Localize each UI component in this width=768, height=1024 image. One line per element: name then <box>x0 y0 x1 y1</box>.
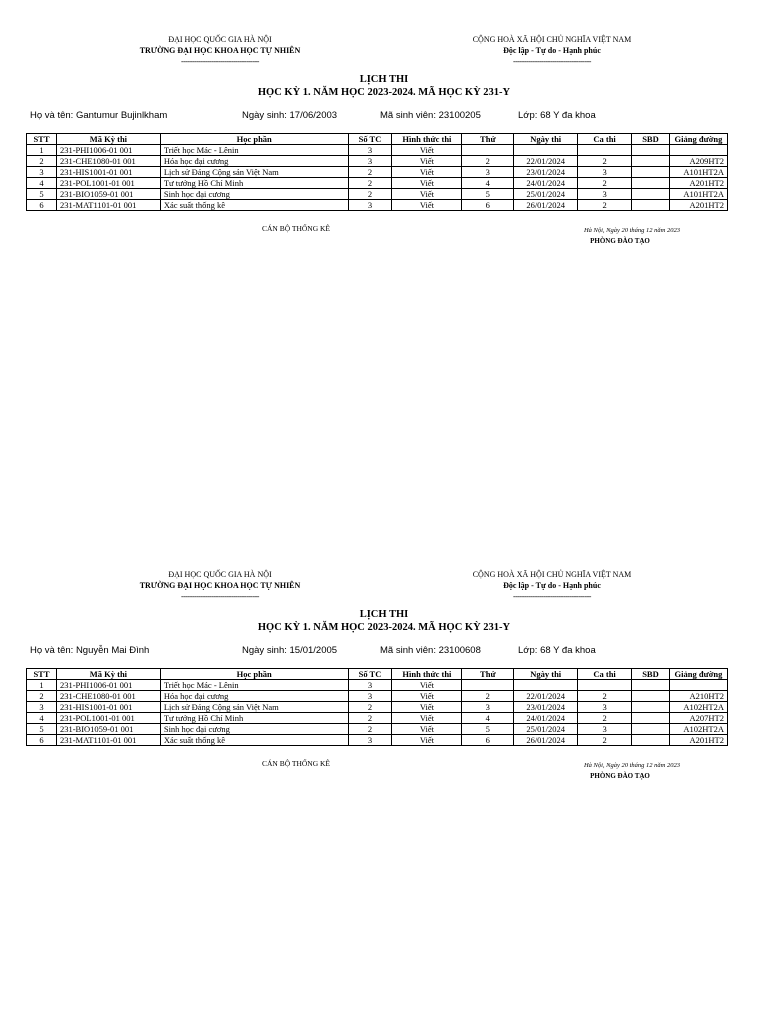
cell-course: Xác suất thống kê <box>160 200 348 211</box>
cell-shift: 3 <box>578 724 632 735</box>
col-room: Giảng đường <box>669 669 727 680</box>
exam-table <box>26 668 728 746</box>
org-header <box>120 569 320 602</box>
col-exam-form: Hình thức thi <box>392 134 462 145</box>
cell-exam-code: 231-PHI1006-01 001 <box>56 680 160 691</box>
cell-room: A209HT2 <box>669 156 727 167</box>
student-name: Họ và tên: Nguyễn Mai Đình <box>30 645 150 656</box>
cell-exam-code: 231-MAT1101-01 001 <box>56 200 160 211</box>
cell-credits: 2 <box>348 713 392 724</box>
cell-sbd <box>632 167 670 178</box>
cell-exam-code: 231-BIO1059-01 001 <box>56 189 160 200</box>
cell-stt: 3 <box>27 167 57 178</box>
col-sbd: SBD <box>632 669 670 680</box>
cell-stt: 5 <box>27 724 57 735</box>
doc-subtitle: HỌC KỲ 1. NĂM HỌC 2023-2024. MÃ HỌC KỲ 231-Y <box>257 87 511 98</box>
cell-stt: 1 <box>27 680 57 691</box>
col-weekday: Thứ <box>462 134 514 145</box>
footer-statistician: CÁN BỘ THỐNG KÊ <box>262 759 330 768</box>
cell-exam-form: Viết <box>392 691 462 702</box>
student-id: Mã sinh viên: 23100205 <box>380 110 481 121</box>
cell-exam-form: Viết <box>392 702 462 713</box>
cell-stt: 4 <box>27 713 57 724</box>
cell-exam-form: Viết <box>392 724 462 735</box>
student-name: Họ và tên: Gantumur Bujinlkham <box>30 110 168 121</box>
cell-exam-code: 231-CHE1080-01 001 <box>56 691 160 702</box>
student-dob: Ngày sinh: 15/01/2005 <box>242 645 338 656</box>
cell-exam-date: 24/01/2024 <box>514 178 578 189</box>
nation-divider: ------------------------------------ <box>513 592 591 601</box>
cell-stt: 6 <box>27 200 57 211</box>
col-weekday: Thứ <box>462 669 514 680</box>
student-id: Mã sinh viên: 23100608 <box>380 645 481 656</box>
cell-exam-date: 26/01/2024 <box>514 735 578 746</box>
cell-stt: 2 <box>27 156 57 167</box>
table-header-row <box>27 669 728 680</box>
student-class: Lớp: 68 Y đa khoa <box>518 645 596 656</box>
col-shift: Ca thi <box>578 669 632 680</box>
col-shift: Ca thi <box>578 134 632 145</box>
cell-weekday: 3 <box>462 702 514 713</box>
cell-weekday: 2 <box>462 156 514 167</box>
cell-exam-code: 231-POL1001-01 001 <box>56 178 160 189</box>
org-divider: ------------------------------------ <box>181 57 259 66</box>
nation-line-1: CỘNG HOÀ XÃ HỘI CHỦ NGHĨA VIỆT NAM <box>472 35 632 44</box>
cell-stt: 2 <box>27 691 57 702</box>
table-row <box>27 145 728 156</box>
col-course: Học phần <box>160 669 348 680</box>
cell-credits: 2 <box>348 724 392 735</box>
cell-stt: 3 <box>27 702 57 713</box>
cell-sbd <box>632 145 670 156</box>
nation-line-1: CỘNG HOÀ XÃ HỘI CHỦ NGHĨA VIỆT NAM <box>472 570 632 579</box>
cell-exam-form: Viết <box>392 713 462 724</box>
cell-exam-form: Viết <box>392 156 462 167</box>
cell-course: Sinh học đại cương <box>160 724 348 735</box>
cell-shift: 2 <box>578 735 632 746</box>
cell-exam-form: Viết <box>392 145 462 156</box>
cell-shift: 2 <box>578 156 632 167</box>
cell-course: Lịch sử Đảng Cộng sản Việt Nam <box>160 167 348 178</box>
cell-exam-code: 231-PHI1006-01 001 <box>56 145 160 156</box>
cell-room: A207HT2 <box>669 713 727 724</box>
col-exam-code: Mã Kỳ thi <box>56 134 160 145</box>
cell-exam-date: 25/01/2024 <box>514 724 578 735</box>
cell-room <box>669 145 727 156</box>
cell-weekday: 6 <box>462 735 514 746</box>
nation-divider: ------------------------------------ <box>513 57 591 66</box>
cell-shift: 2 <box>578 200 632 211</box>
cell-exam-date <box>514 145 578 156</box>
table-header-row <box>27 134 728 145</box>
cell-exam-form: Viết <box>392 680 462 691</box>
cell-exam-form: Viết <box>392 167 462 178</box>
cell-course: Triết học Mác - Lênin <box>160 680 348 691</box>
table-row <box>27 713 728 724</box>
cell-stt: 4 <box>27 178 57 189</box>
student-class: Lớp: 68 Y đa khoa <box>518 110 596 121</box>
cell-sbd <box>632 178 670 189</box>
cell-room: A101HT2A <box>669 189 727 200</box>
cell-weekday: 5 <box>462 724 514 735</box>
cell-stt: 5 <box>27 189 57 200</box>
doc-subtitle: HỌC KỲ 1. NĂM HỌC 2023-2024. MÃ HỌC KỲ 231-Y <box>257 622 511 633</box>
col-room: Giảng đường <box>669 134 727 145</box>
student-dob: Ngày sinh: 17/06/2003 <box>242 110 338 121</box>
cell-course: Tư tưởng Hồ Chí Minh <box>160 713 348 724</box>
footer-statistician: CÁN BỘ THỐNG KÊ <box>262 224 330 233</box>
cell-exam-date <box>514 680 578 691</box>
table-row <box>27 178 728 189</box>
cell-sbd <box>632 691 670 702</box>
col-exam-form: Hình thức thi <box>392 669 462 680</box>
cell-exam-code: 231-HIS1001-01 001 <box>56 167 160 178</box>
footer-date: Hà Nội, Ngày 20 tháng 12 năm 2023 <box>583 762 680 769</box>
table-row <box>27 200 728 211</box>
org-divider: ------------------------------------ <box>181 592 259 601</box>
cell-shift <box>578 145 632 156</box>
org-line-1: ĐẠI HỌC QUỐC GIA HÀ NỘI <box>168 35 272 44</box>
org-line-1: ĐẠI HỌC QUỐC GIA HÀ NỘI <box>168 570 272 579</box>
cell-credits: 3 <box>348 156 392 167</box>
footer-date: Hà Nội, Ngày 20 tháng 12 năm 2023 <box>583 227 680 234</box>
table-row <box>27 702 728 713</box>
nation-line-2: Độc lập - Tự do - Hạnh phúc <box>503 581 601 590</box>
cell-sbd <box>632 200 670 211</box>
nation-line-2: Độc lập - Tự do - Hạnh phúc <box>503 46 601 55</box>
col-credits: Số TC <box>348 134 392 145</box>
cell-room: A201HT2 <box>669 735 727 746</box>
table-row <box>27 156 728 167</box>
cell-course: Triết học Mác - Lênin <box>160 145 348 156</box>
cell-exam-date: 23/01/2024 <box>514 167 578 178</box>
cell-course: Tư tưởng Hồ Chí Minh <box>160 178 348 189</box>
cell-sbd <box>632 735 670 746</box>
cell-weekday: 3 <box>462 167 514 178</box>
cell-sbd <box>632 713 670 724</box>
cell-course: Sinh học đại cương <box>160 189 348 200</box>
table-row <box>27 724 728 735</box>
cell-room: A101HT2A <box>669 167 727 178</box>
col-credits: Số TC <box>348 669 392 680</box>
cell-course: Lịch sử Đảng Cộng sản Việt Nam <box>160 702 348 713</box>
cell-shift: 2 <box>578 713 632 724</box>
cell-credits: 2 <box>348 702 392 713</box>
cell-shift: 3 <box>578 189 632 200</box>
col-stt: STT <box>27 134 57 145</box>
cell-credits: 3 <box>348 680 392 691</box>
col-exam-date: Ngày thi <box>514 134 578 145</box>
cell-exam-code: 231-CHE1080-01 001 <box>56 156 160 167</box>
cell-room: A201HT2 <box>669 200 727 211</box>
cell-exam-code: 231-POL1001-01 001 <box>56 713 160 724</box>
cell-exam-form: Viết <box>392 200 462 211</box>
cell-weekday: 4 <box>462 178 514 189</box>
cell-weekday: 4 <box>462 713 514 724</box>
cell-weekday: 5 <box>462 189 514 200</box>
cell-shift: 2 <box>578 178 632 189</box>
cell-course: Xác suất thống kê <box>160 735 348 746</box>
col-exam-date: Ngày thi <box>514 669 578 680</box>
col-exam-code: Mã Kỳ thi <box>56 669 160 680</box>
cell-shift: 2 <box>578 691 632 702</box>
cell-exam-date: 23/01/2024 <box>514 702 578 713</box>
cell-sbd <box>632 156 670 167</box>
cell-weekday <box>462 145 514 156</box>
org-line-2: TRƯỜNG ĐẠI HỌC KHOA HỌC TỰ NHIÊN <box>139 581 301 590</box>
cell-exam-code: 231-BIO1059-01 001 <box>56 724 160 735</box>
cell-sbd <box>632 189 670 200</box>
nation-header <box>440 569 664 602</box>
cell-exam-code: 231-MAT1101-01 001 <box>56 735 160 746</box>
col-stt: STT <box>27 669 57 680</box>
table-row <box>27 735 728 746</box>
table-row <box>27 167 728 178</box>
org-line-2: TRƯỜNG ĐẠI HỌC KHOA HỌC TỰ NHIÊN <box>139 46 301 55</box>
cell-sbd <box>632 724 670 735</box>
cell-weekday: 6 <box>462 200 514 211</box>
cell-weekday: 2 <box>462 691 514 702</box>
cell-exam-date: 25/01/2024 <box>514 189 578 200</box>
cell-sbd <box>632 702 670 713</box>
cell-exam-date: 22/01/2024 <box>514 156 578 167</box>
cell-room: A201HT2 <box>669 178 727 189</box>
cell-stt: 1 <box>27 145 57 156</box>
cell-credits: 3 <box>348 145 392 156</box>
doc-title: LỊCH THI <box>359 609 409 620</box>
cell-credits: 3 <box>348 691 392 702</box>
cell-room: A102HT2A <box>669 702 727 713</box>
exam-table <box>26 133 728 211</box>
footer-office: PHÒNG ĐÀO TẠO <box>590 237 650 245</box>
cell-shift <box>578 680 632 691</box>
cell-sbd <box>632 680 670 691</box>
doc-title: LỊCH THI <box>359 74 409 85</box>
cell-course: Hóa học đại cương <box>160 156 348 167</box>
cell-shift: 3 <box>578 167 632 178</box>
table-row <box>27 189 728 200</box>
cell-shift: 3 <box>578 702 632 713</box>
footer-office: PHÒNG ĐÀO TẠO <box>590 772 650 780</box>
cell-exam-form: Viết <box>392 735 462 746</box>
col-course: Học phần <box>160 134 348 145</box>
cell-credits: 2 <box>348 189 392 200</box>
cell-exam-code: 231-HIS1001-01 001 <box>56 702 160 713</box>
cell-course: Hóa học đại cương <box>160 691 348 702</box>
table-row <box>27 680 728 691</box>
table-row <box>27 691 728 702</box>
cell-credits: 2 <box>348 178 392 189</box>
col-sbd: SBD <box>632 134 670 145</box>
cell-exam-date: 26/01/2024 <box>514 200 578 211</box>
cell-credits: 2 <box>348 167 392 178</box>
cell-weekday <box>462 680 514 691</box>
org-header <box>120 34 320 67</box>
cell-exam-date: 22/01/2024 <box>514 691 578 702</box>
cell-room: A102HT2A <box>669 724 727 735</box>
cell-room <box>669 680 727 691</box>
cell-exam-form: Viết <box>392 178 462 189</box>
cell-room: A210HT2 <box>669 691 727 702</box>
nation-header <box>440 34 664 67</box>
cell-credits: 3 <box>348 200 392 211</box>
cell-credits: 3 <box>348 735 392 746</box>
cell-exam-form: Viết <box>392 189 462 200</box>
cell-exam-date: 24/01/2024 <box>514 713 578 724</box>
cell-stt: 6 <box>27 735 57 746</box>
